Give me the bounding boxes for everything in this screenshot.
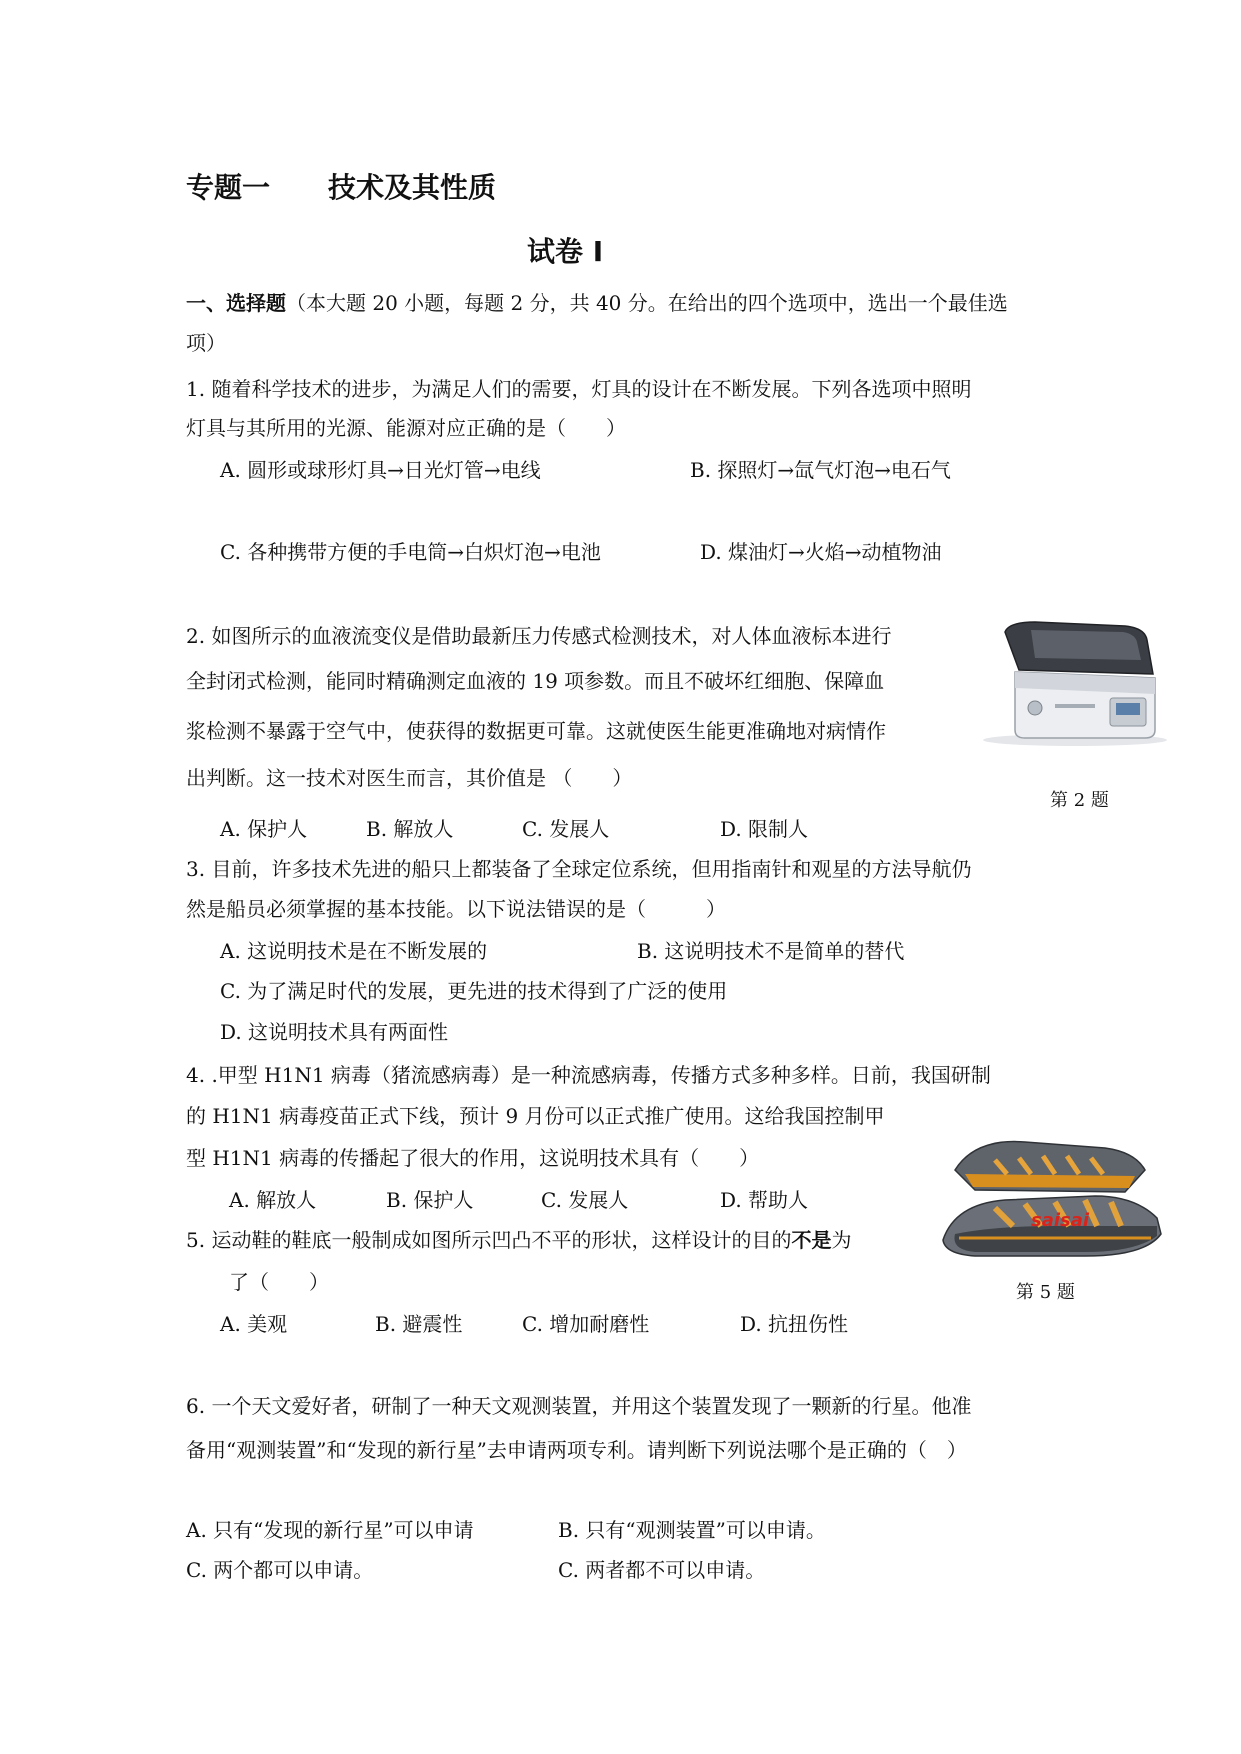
section-desc: （本大题 20 小题，每题 2 分，共 40 分。在给出的四个选项中，选出一个最佳选 (286, 291, 1008, 315)
q1-option-b: B. 探照灯→氙气灯泡→电石气 (690, 458, 951, 482)
q1-stem-line2: 灯具与其所用的光源、能源对应正确的是（ ） (186, 416, 626, 440)
q4-stem-line1: 4. .甲型 H1N1 病毒（猪流感病毒）是一种流感病毒，传播方式多种多样。日前，我国研制 (186, 1063, 991, 1087)
q2-stem-line1: 2. 如图所示的血液流变仪是借助最新压力传感式检测技术，对人体血液标本进行 (186, 624, 892, 648)
blood-rheometer-image (975, 612, 1180, 747)
q5-option-c: C. 增加耐磨性 (522, 1312, 650, 1336)
q6-stem-line1: 6. 一个天文爱好者，研制了一种天文观测装置，并用这个装置发现了一颗新的行星。他准 (186, 1394, 972, 1418)
q5-stem-emphasis: 不是 (791, 1228, 832, 1252)
q1-option-d: D. 煤油灯→火焰→动植物油 (700, 540, 942, 564)
q6-option-a: A. 只有“发现的新行星”可以申请 (186, 1518, 474, 1542)
q2-option-b: B. 解放人 (366, 817, 454, 841)
q4-option-a: A. 解放人 (229, 1188, 317, 1212)
section-desc-line2: 项） (186, 331, 226, 355)
saisai-watermark: saisai (1031, 1210, 1090, 1231)
q5-stem-line2: 了（ ） (229, 1270, 329, 1294)
q2-option-c: C. 发展人 (522, 817, 610, 841)
q4-option-b: B. 保护人 (386, 1188, 474, 1212)
q4-option-d: D. 帮助人 (720, 1188, 809, 1212)
q6-option-d: C. 两者都不可以申请。 (558, 1558, 766, 1582)
q5-stem-pre: 5. 运动鞋的鞋底一般制成如图所示凹凸不平的形状，这样设计的目的 (186, 1228, 792, 1252)
paper-title: 试卷 I (527, 235, 604, 268)
q5-option-a: A. 美观 (220, 1312, 288, 1336)
q6-option-b: B. 只有“观测装置”可以申请。 (558, 1518, 826, 1542)
q1-option-a: A. 圆形或球形灯具→日光灯管→电线 (220, 458, 541, 482)
q2-stem-line2: 全封闭式检测，能同时精确测定血液的 19 项参数。而且不破坏红细胞、保障血 (186, 669, 885, 693)
section-title: 一、选择题 (186, 291, 286, 315)
q5-stem-line1 (186, 1226, 851, 1254)
q1-stem-line1: 1. 随着科学技术的进步，为满足人们的需要，灯具的设计在不断发展。下列各选项中照明 (186, 377, 972, 401)
section-heading (186, 289, 1008, 317)
q2-figure-caption: 第 2 题 (1050, 790, 1109, 811)
q5-option-b: B. 避震性 (375, 1312, 463, 1336)
q6-option-c: C. 两个都可以申请。 (186, 1558, 374, 1582)
q3-option-a: A. 这说明技术是在不断发展的 (220, 939, 488, 963)
q3-option-c: C. 为了满足时代的发展，更先进的技术得到了广泛的使用 (220, 979, 728, 1003)
q5-option-d: D. 抗扭伤性 (740, 1312, 849, 1336)
topic-number: 专题一 (186, 171, 271, 204)
q2-stem-line3: 浆检测不暴露于空气中，使获得的数据更可靠。这就使医生能更准确地对病情作 (186, 719, 886, 743)
q3-option-b: B. 这说明技术不是简单的替代 (637, 939, 905, 963)
q3-option-d: D. 这说明技术具有两面性 (220, 1020, 449, 1044)
q2-option-d: D. 限制人 (720, 817, 809, 841)
q5-figure-caption: 第 5 题 (1016, 1282, 1075, 1303)
sports-shoe-image (935, 1130, 1170, 1270)
q2-stem-line4: 出判断。这一技术对医生而言，其价值是 （ ） (186, 766, 633, 790)
q2-option-a: A. 保护人 (220, 817, 308, 841)
q3-stem-line1: 3. 目前，许多技术先进的船只上都装备了全球定位系统，但用指南针和观星的方法导航仍 (186, 857, 972, 881)
q4-stem-line3: 型 H1N1 病毒的传播起了很大的作用，这说明技术具有（ ） (186, 1146, 760, 1170)
q4-option-c: C. 发展人 (541, 1188, 629, 1212)
q5-stem-post: 为 (831, 1228, 852, 1252)
q3-stem-line2: 然是船员必须掌握的基本技能。以下说法错误的是（ ） (186, 897, 726, 921)
q4-stem-line2: 的 H1N1 病毒疫苗正式下线，预计 9 月份可以正式推广使用。这给我国控制甲 (186, 1104, 885, 1128)
q1-option-c: C. 各种携带方便的手电筒→白炽灯泡→电池 (220, 540, 601, 564)
topic-title: 技术及其性质 (328, 171, 497, 204)
q6-stem-line2: 备用“观测装置”和“发现的新行星”去申请两项专利。请判断下列说法哪个是正确的（ ） (186, 1438, 967, 1462)
